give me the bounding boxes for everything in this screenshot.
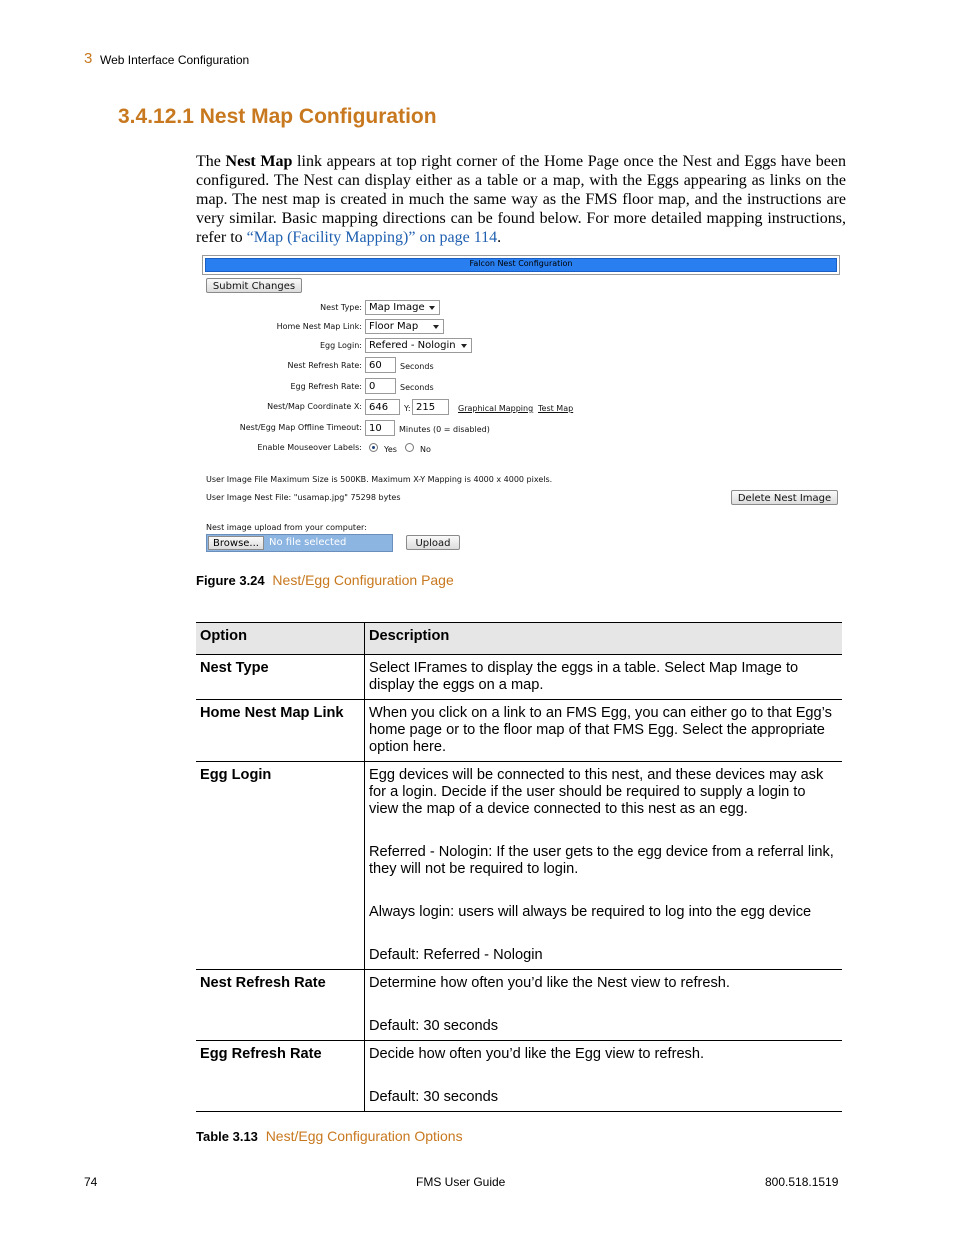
option-description [365,655,843,700]
nest-type-value: Map Image [369,302,425,313]
offline-timeout-unit: Minutes (0 = disabled) [399,425,490,434]
description-text: Determine how often you’d like the Nest view to refresh. [369,975,730,991]
intro-text-2: link appears at top right corner of the Home Page once the Nest and Eggs have been configured. The Nest can display either as a table or a map, with the Eggs appearing as links on the map. The nest map is created in much the same way as the FMS floor map, and the instructions are very similar. Basic mapping directions can be found below. For more detailed mapping instructions, refer to [196,153,847,246]
egg-refresh-rate-input[interactable]: 0 [365,378,396,394]
description-text: Default: Referred - Nologin [369,947,543,963]
max-size-note: User Image File Maximum Size is 500KB. Maximum X-Y Mapping is 4000 x 4000 pixels. [206,475,553,484]
option-description [365,700,843,762]
intro-text-3: . [497,229,502,246]
file-picker[interactable] [206,534,393,552]
test-map-link[interactable]: Test Map [538,404,574,413]
page-number: 74 [84,1175,98,1189]
upload-button[interactable]: Upload [406,535,460,550]
table-row [196,700,842,762]
coordinate-x-input[interactable]: 646 [365,399,400,415]
description-text: Egg devices will be connected to this nest, and these devices may ask for a login. Decide if the user should be required to supply a login to view the map of a device connected to this nest as an egg. [369,767,824,817]
option-name: Egg Login [196,762,365,970]
nest-refresh-unit: Seconds [400,362,434,371]
nest-file-info: User Image Nest File: "usamap.jpg" 75298 bytes [206,493,401,502]
table-label: Table 3.13 [196,1129,258,1144]
mouseover-yes-radio[interactable] [369,443,378,452]
config-title-bar [202,255,840,275]
coordinate-x-label: Nest/Map Coordinate X: [267,402,362,411]
section-title: 3.4.12.1 Nest Map Configuration [118,105,437,128]
figure-label: Figure 3.24 [196,573,265,588]
description-text: When you click on a link to an FMS Egg, you can either go to that Egg’s home page or to the floor map of that FMS Egg. Select the appropriate option here. [369,705,832,755]
mouseover-labels-label: Enable Mouseover Labels: [257,443,362,452]
nest-refresh-rate-label: Nest Refresh Rate: [287,361,362,370]
nest-type-select[interactable] [365,300,440,315]
chevron-down-icon [433,325,439,329]
config-title: Falcon Nest Configuration [469,259,573,268]
egg-login-value: Refered - Nologin [369,340,456,351]
submit-changes-button[interactable]: Submit Changes [206,278,302,293]
description-text: Default: 30 seconds [369,1018,498,1034]
table-header-description: Description [365,623,843,655]
table-header-option: Option [196,623,365,655]
egg-refresh-rate-label: Egg Refresh Rate: [290,382,362,391]
table-header-row [196,623,842,655]
option-name: Home Nest Map Link [196,700,365,762]
nest-refresh-rate-input[interactable]: 60 [365,357,396,373]
chevron-down-icon [461,344,467,348]
graphical-mapping-link[interactable]: Graphical Mapping [458,404,534,413]
coordinate-y-label: Y: [404,404,411,413]
table-row [196,970,842,1041]
option-name: Egg Refresh Rate [196,1041,365,1112]
egg-login-label: Egg Login: [319,341,362,350]
cross-reference-link[interactable]: “Map (Facility Mapping)” on page 114 [246,229,498,246]
options-table [196,622,842,1112]
option-description [365,762,843,970]
intro-text-1: The [196,153,226,170]
browse-button[interactable]: Browse... [208,536,264,550]
mouseover-no-radio[interactable] [405,443,414,452]
intro-bold-nest-map: Nest Map [225,153,293,170]
egg-refresh-unit: Seconds [400,383,434,392]
description-text: Always login: users will always be required to log into the egg device [369,904,812,920]
description-text: Decide how often you’d like the Egg view to refresh. [369,1046,705,1062]
table-row [196,1041,842,1112]
nest-type-label: Nest Type: [320,303,362,312]
delete-nest-image-button[interactable]: Delete Nest Image [731,490,838,505]
table-row [196,655,842,700]
option-name: Nest Refresh Rate [196,970,365,1041]
egg-login-select[interactable] [365,338,472,353]
no-file-selected-text: No file selected [269,537,347,548]
offline-timeout-input[interactable]: 10 [365,420,395,436]
home-link-value: Floor Map [369,321,419,332]
figure-title: Nest/Egg Configuration Page [272,572,454,588]
table-title: Nest/Egg Configuration Options [265,1128,463,1144]
footer-doc-title: FMS User Guide [416,1175,506,1189]
option-description [365,970,843,1041]
description-text: Select IFrames to display the eggs in a table. Select Map Image to display the eggs on a map. [369,660,799,693]
home-nest-map-link-select[interactable] [365,319,444,334]
upload-label: Nest image upload from your computer: [206,523,367,532]
footer-phone: 800.518.1519 [765,1175,839,1189]
description-text: Referred - Nologin: If the user gets to the egg device from a referral link, they will not be required to login. [369,844,834,877]
description-text: Default: 30 seconds [369,1089,498,1105]
intro-paragraph [196,152,846,247]
offline-timeout-label: Nest/Egg Map Offline Timeout: [239,423,362,432]
figure-caption [196,572,454,588]
option-description [365,1041,843,1112]
table-row [196,762,842,970]
table-caption [196,1128,463,1144]
chevron-down-icon [429,306,435,310]
coordinate-y-input[interactable]: 215 [412,399,449,415]
option-name: Nest Type [196,655,365,700]
mouseover-yes-label: Yes [384,445,397,454]
chapter-number: 3 [84,50,93,67]
chapter-title: Web Interface Configuration [100,53,250,67]
mouseover-no-label: No [420,445,431,454]
home-nest-map-link-label: Home Nest Map Link: [276,322,362,331]
nest-config-screenshot [196,254,846,559]
